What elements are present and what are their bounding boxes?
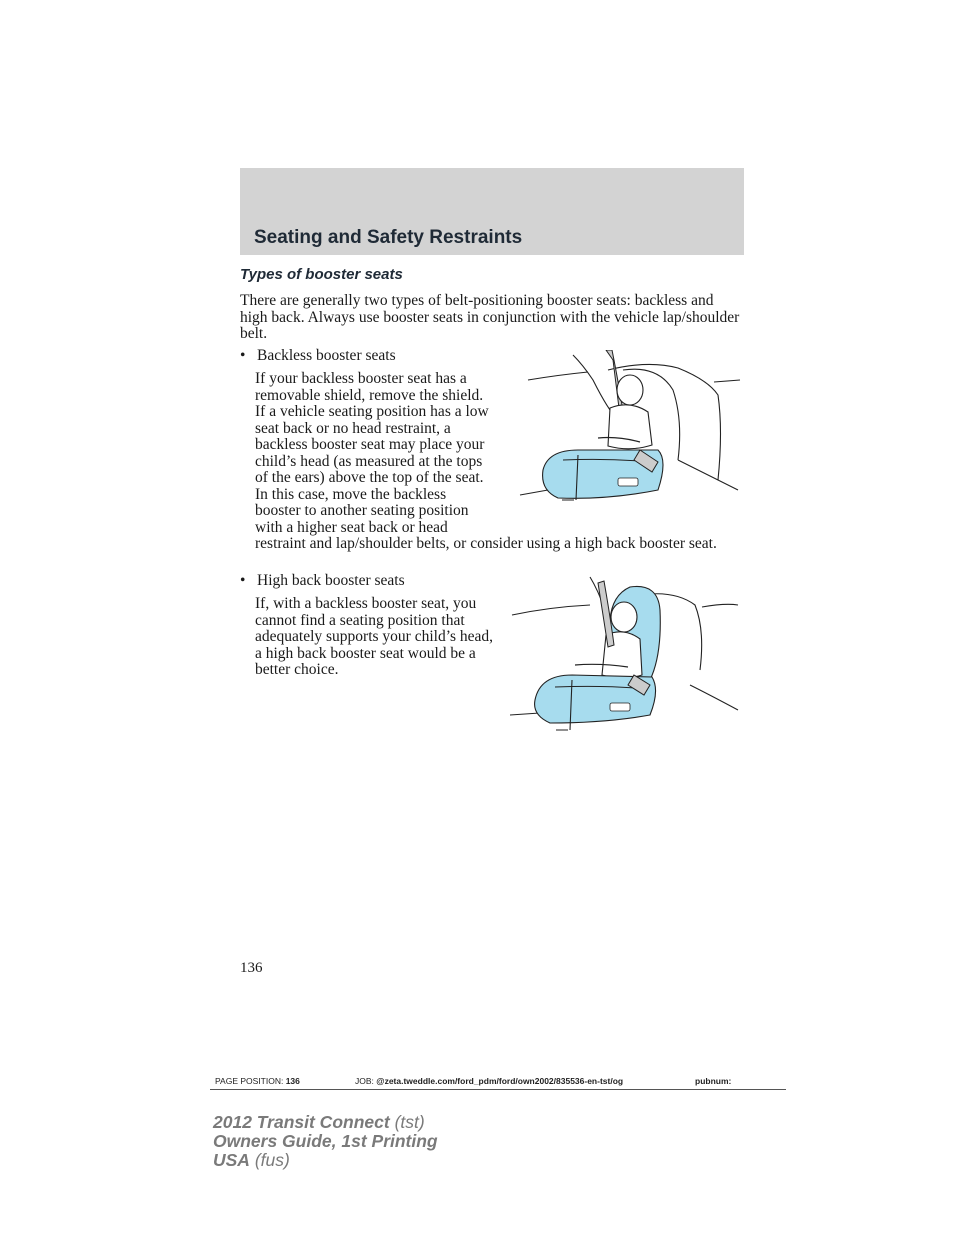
bullet-high-back [240, 573, 405, 590]
footer-page-position: PAGE POSITION: 136 [215, 1076, 300, 1086]
section-title: Seating and Safety Restraints [254, 227, 523, 248]
bullet-label: High back booster seats [257, 572, 405, 589]
high-back-description: If, with a backless booster seat, you cannot find a seating position that adequately supports your child’s head, a high back booster seat would be a better choice. [255, 595, 494, 678]
footer-divider [210, 1089, 786, 1090]
backless-booster-illustration [518, 350, 742, 510]
backless-description: If your backless booster seat has a removable shield, remove the shield. If a vehicle seating position has a low seat back or no head restraint, a backless booster seat may place your child’s head (as measured at the tops of the ears) above the top of the seat. In this case, move the backless booster to another seating position with a higher seat back or head restraint and lap/shoulder belts, or consider using a high back booster seat. [255, 370, 717, 552]
bullet-backless [240, 348, 396, 365]
footer-job: JOB: @zeta.tweddle.com/ford_pdm/ford/own2002/835536-en-tst/og [355, 1076, 624, 1086]
intro-paragraph: There are generally two types of belt-positioning booster seats: backless and high back. Always use booster seats in conjunction with the vehicle lap/shoulder belt. [240, 292, 740, 342]
guide-line-1: 2012 Transit Connect (tst) [213, 1112, 425, 1132]
footer-pubnum: pubnum: [695, 1076, 732, 1086]
guide-line-3: USA (fus) [213, 1150, 290, 1170]
bullet-label: Backless booster seats [257, 347, 396, 364]
subheading: Types of booster seats [240, 266, 403, 283]
bullet-dot: • [240, 347, 246, 364]
high-back-booster-illustration [510, 575, 740, 740]
bullet-dot: • [240, 572, 246, 589]
guide-line-2: Owners Guide, 1st Printing [213, 1131, 438, 1151]
page-number: 136 [240, 960, 263, 976]
